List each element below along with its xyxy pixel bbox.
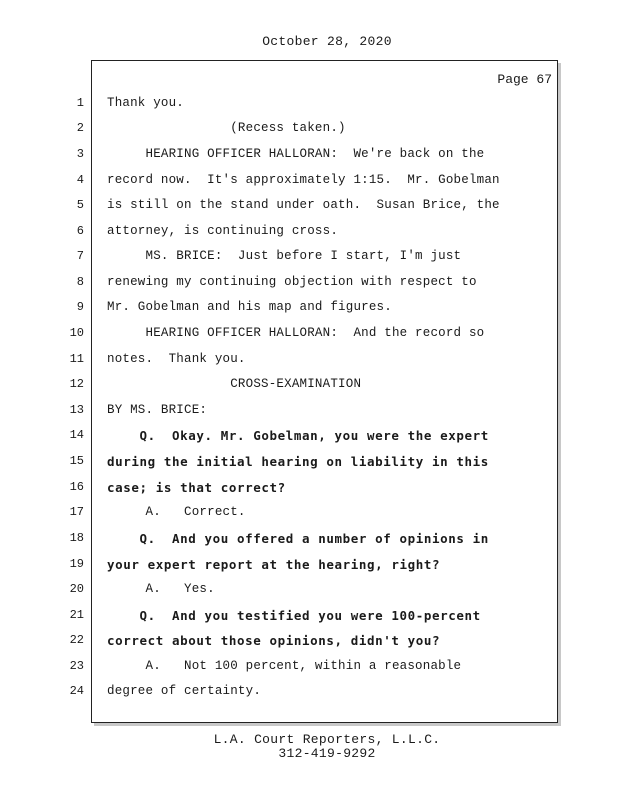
section-heading: CROSS-EXAMINATION: [107, 377, 362, 391]
answer-line: degree of certainty.: [107, 684, 262, 698]
page-number: Page 67: [497, 72, 552, 87]
question-line: correct about those opinions, didn't you?: [107, 633, 441, 648]
transcript-line: HEARING OFFICER HALLORAN: And the record so: [107, 326, 485, 340]
question-line: Q. And you testified you were 100-percent: [107, 608, 481, 623]
transcript-line: record now. It's approximately 1:15. Mr. Gobelman: [107, 173, 500, 187]
question-line: Q. Okay. Mr. Gobelman, you were the expert: [107, 428, 489, 443]
transcript-line: is still on the stand under oath. Susan Brice, the: [107, 198, 500, 212]
question-line: during the initial hearing on liability in this: [107, 454, 489, 469]
question-line: your expert report at the hearing, right?: [107, 557, 441, 572]
line-number: 18: [69, 531, 84, 545]
line-number: 5: [76, 198, 84, 212]
line-number: 12: [69, 377, 84, 391]
line-number: 7: [76, 249, 84, 263]
answer-line: A. Yes.: [107, 582, 215, 596]
line-number: 21: [69, 608, 84, 622]
answer-line: A. Not 100 percent, within a reasonable: [107, 659, 462, 673]
line-number: 16: [69, 480, 84, 494]
line-number: 4: [76, 173, 84, 187]
line-number: 15: [69, 454, 84, 468]
line-number: 8: [76, 275, 84, 289]
line-number: 20: [69, 582, 84, 596]
line-number: 19: [69, 557, 84, 571]
line-number: 10: [69, 326, 84, 340]
reporter-phone: 312-419-9292: [278, 746, 376, 761]
answer-line: A. Correct.: [107, 505, 246, 519]
line-number: 23: [69, 659, 84, 673]
transcript-line: MS. BRICE: Just before I start, I'm just: [107, 249, 462, 263]
line-number: 3: [76, 147, 84, 161]
transcript-line: BY MS. BRICE:: [107, 403, 208, 417]
line-number: 6: [76, 224, 84, 238]
line-number: 2: [76, 121, 84, 135]
line-number: 22: [69, 633, 84, 647]
question-line: case; is that correct?: [107, 480, 286, 495]
line-number: 17: [69, 505, 84, 519]
line-number: 13: [69, 403, 84, 417]
line-number: 1: [76, 96, 84, 110]
question-line: Q. And you offered a number of opinions in: [107, 531, 489, 546]
transcript-line: renewing my continuing objection with respect to: [107, 275, 477, 289]
reporter-company: L.A. Court Reporters, L.L.C.: [213, 732, 441, 747]
reporter-footer: [0, 733, 618, 761]
line-number: 11: [69, 352, 84, 366]
transcript-date: October 28, 2020: [262, 34, 392, 49]
transcript-line: (Recess taken.): [107, 121, 346, 135]
transcript-line: notes. Thank you.: [107, 352, 246, 366]
transcript-line: HEARING OFFICER HALLORAN: We're back on the: [107, 147, 485, 161]
line-number: 14: [69, 428, 84, 442]
transcript-line: attorney, is continuing cross.: [107, 224, 339, 238]
line-number: 9: [76, 300, 84, 314]
transcript-line: Thank you.: [107, 96, 185, 110]
line-number: 24: [69, 684, 84, 698]
transcript-line: Mr. Gobelman and his map and figures.: [107, 300, 392, 314]
